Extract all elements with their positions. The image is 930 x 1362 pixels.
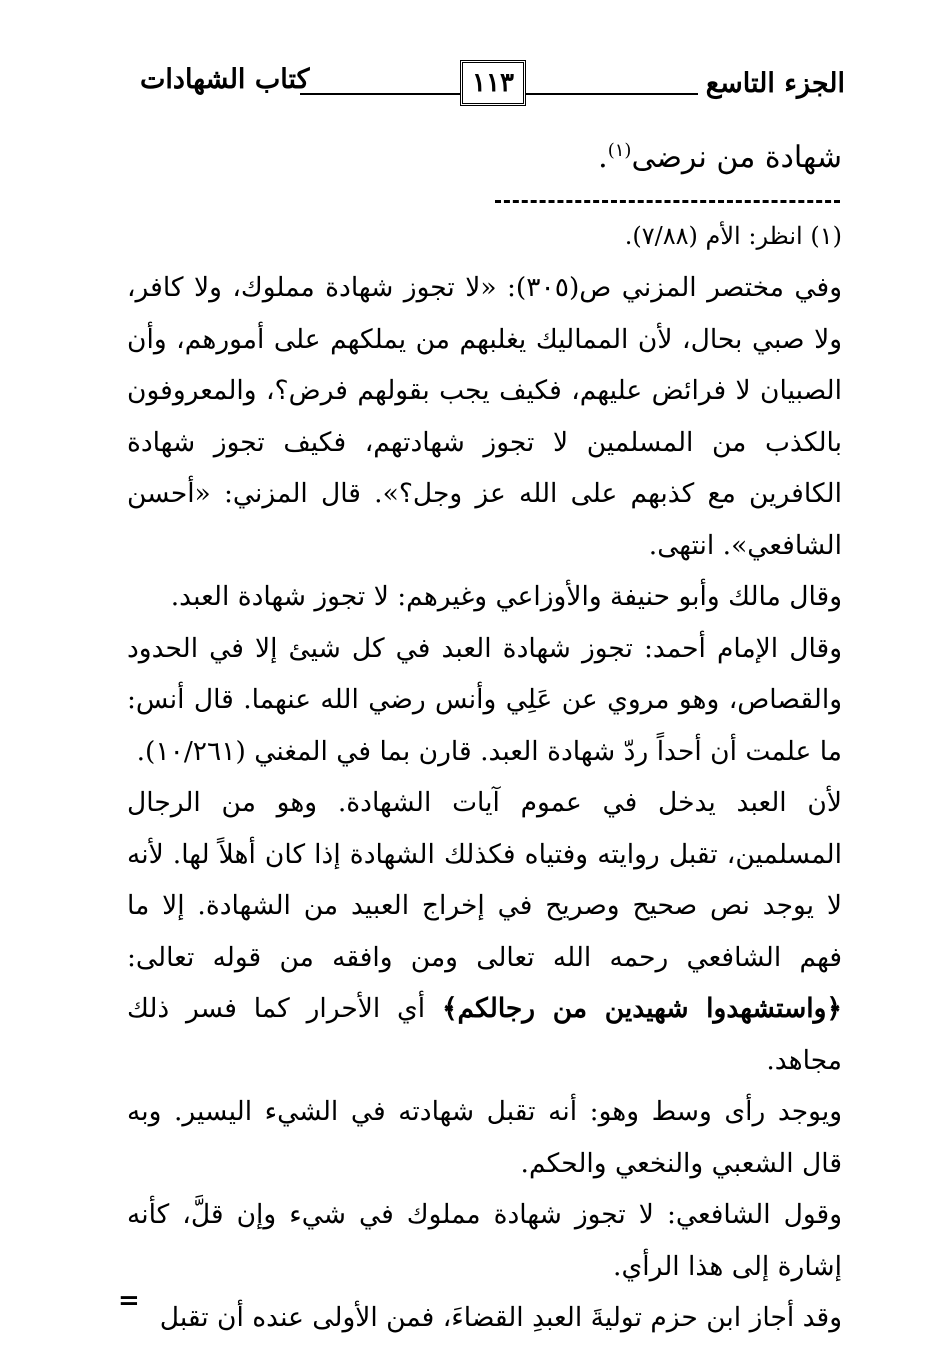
continuation-text: شهادة من نرضى <box>631 140 842 175</box>
volume-title: الجزء التاسع <box>705 68 845 99</box>
paragraph-ibn-hazm: وقد أجاز ابن حزم توليةَ العبدِ القضاءَ، فمن الأولى عنده أن تقبل <box>159 1302 842 1333</box>
paragraph-malik: وقال مالك وأبو حنيفة والأوزاعي وغيرهم: لا تجوز شهادة العبد. <box>170 581 842 612</box>
footnote-ref: (١) <box>607 140 632 161</box>
main-text <box>127 262 842 1344</box>
reasoning-text: لأن العبد يدخل في عموم آيات الشهادة. وهو من الرجال المسلمين، تقبل روايته وفتياه فكذلك الشهادة إذا كان أهلاً لها. لأنه لا يوجد نص صحيح وصريح في إخراج العبيد من الشهادة. إلا ما فهم الشافعي رحمه الله تعالى ومن وافقه من قوله تعالى: <box>127 787 842 973</box>
reasoning-text-end: أي الأحرار كما فسر ذلك مجاهد. <box>127 993 842 1076</box>
paragraph-reasoning <box>127 777 842 1086</box>
page-header <box>140 60 845 116</box>
quran-verse: ﴿واستشهدوا شهيدين من رجالكم﴾ <box>441 993 842 1024</box>
footnote-text: انظر: الأم (٧/٨٨). <box>624 222 803 250</box>
continuation-mark: = <box>118 1286 140 1316</box>
footnote-marker: (١) <box>810 222 842 250</box>
paragraph-ahmad: وقال الإمام أحمد: تجوز شهادة العبد في كل شيئ إلا في الحدود والقصاص، وهو مروي عن عَلِي وأنس رضي الله عنهما. قال أنس: ما علمت أن أحداً ردّ شهادة العبد. قارن بما في المغني (١٠/٢٦١). <box>127 632 842 767</box>
paragraph-middle-view: ويوجد رأى وسط وهو: أنه تقبل شهادته في الشيء اليسير. وبه قال الشعبي والنخعي والحكم. <box>127 1096 842 1179</box>
header-rule-left <box>300 93 460 95</box>
continuation-end: . <box>598 140 608 175</box>
header-rule-right <box>526 93 698 95</box>
footnote-separator <box>495 200 840 203</box>
paragraph-shafii: وقول الشافعي: لا تجوز شهادة مملوك في شيء وإن قلَّ، كأنه إشارة إلى هذا الرأي. <box>127 1199 842 1282</box>
book-title: كتاب الشهادات <box>140 64 310 95</box>
continuation-line <box>598 140 842 175</box>
paragraph-mukhtasar: وفي مختصر المزني ص(٣٠٥): «لا تجوز شهادة مملوك، ولا كافر، ولا صبي بحال، لأن المماليك يغلبهم من يملكهم على أمورهم، وأن الصبيان لا فرائض عليهم، فكيف يجب بقولهم فرض؟، والمعروفون بالكذب من المسلمين لا تجوز شهادتهم، فكيف تجوز شهادة الكافرين مع كذبهم على الله عز وجل؟». قال المزني: «أحسن الشافعي». انتهى. <box>127 272 842 561</box>
page-number: ١١٣ <box>460 60 526 106</box>
footnote <box>625 222 842 250</box>
